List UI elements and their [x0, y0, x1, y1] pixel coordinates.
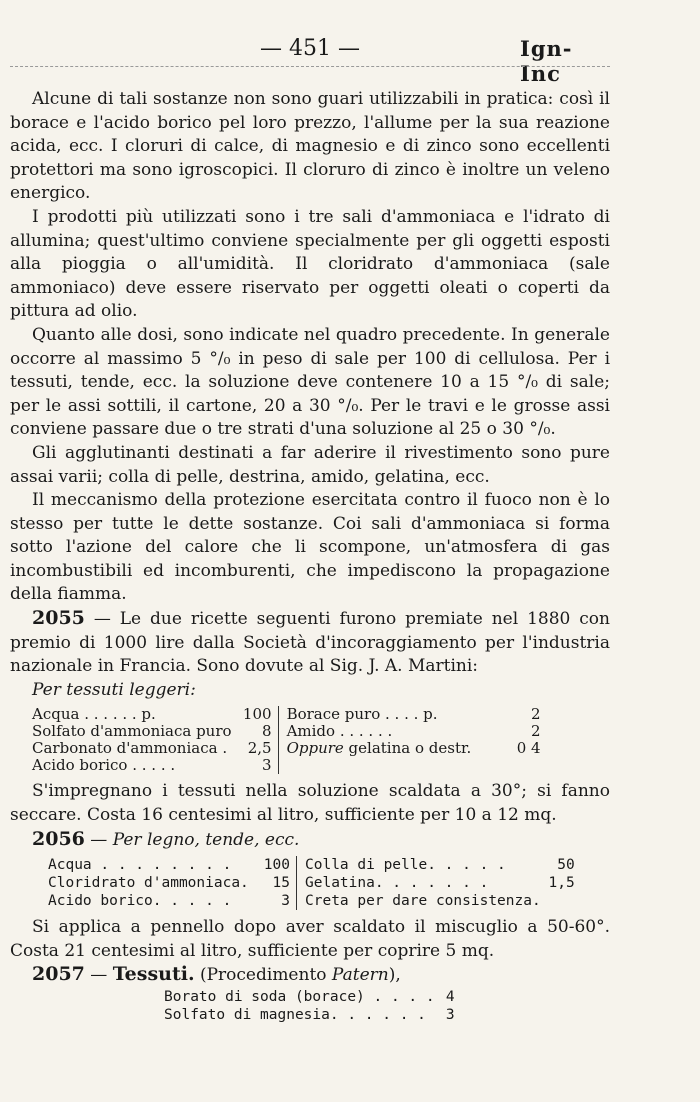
ingredient: Acqua . . . . . . p.: [32, 705, 156, 724]
recipe-2056-heading: [10, 828, 610, 853]
table-row: [30, 740, 547, 757]
quantity: [543, 892, 581, 910]
quantity: 100: [242, 705, 272, 724]
header-rule: [10, 66, 610, 67]
table-row: [46, 874, 581, 892]
table-row: [30, 723, 547, 740]
recipe-subtitle: Per tessuti leggeri:: [32, 679, 196, 700]
ingredient: Amido . . . . . .: [278, 723, 489, 740]
recipe-2057-table: [162, 988, 457, 1024]
quantity: 8: [262, 722, 272, 741]
table-row: [162, 988, 457, 1006]
paragraph: S'impregnano i tessuti nella soluzione scaldata a 30°; si fanno seccare. Costa 16 centesimi al litro, sufficiente per 10 a 12 mq.: [10, 781, 610, 826]
recipe-number: 2055: [32, 607, 85, 630]
quantity: 2,5: [247, 739, 272, 758]
quantity: 2: [531, 722, 541, 741]
quantity: 4: [445, 989, 455, 1005]
ingredient: Acido borico. . . . .: [48, 893, 232, 910]
ingredient: Carbonato d'ammoniaca .: [32, 739, 228, 758]
table-row: [46, 892, 581, 910]
ingredient: Gelatina. . . . . . .: [297, 874, 543, 892]
paragraph: Il meccanismo della protezione esercitata contro il fuoco non è lo stesso per tutte le dette sostanze. Coi sali d'ammoniaca si forma sotto l'azione del calore che li scompone, un'atmosfera di gas incombustibili ed incomburenti, che impediscono la propagazione della fiamma.: [10, 490, 610, 605]
quantity: [489, 757, 547, 774]
ingredient: Creta per dare consistenza.: [297, 892, 543, 910]
recipe-2057-heading: 2057 — Tessuti. (Procedimento Patern),: [32, 963, 401, 986]
quantity: 2: [531, 705, 541, 724]
paragraph: I prodotti più utilizzati sono i tre sali d'ammoniaca e l'idrato di allumina; quest'ultimo conviene specialmente per gli oggetti esposti alla pioggia o all'umidità. Il cloridrato d'ammoniaca (sale ammoniaco) deve essere riservato per oggetti oleati o coperti da pittura ad olio.: [10, 206, 610, 322]
paragraph: Si applica a pennello dopo aver scaldato il miscuglio a 50-60°. Costa 21 centesimi al litro, sufficiente per coprire 5 mq.: [10, 917, 610, 961]
ingredient: Borato di soda (borace) . . . .: [164, 989, 435, 1005]
ingredient: [278, 757, 489, 774]
ingredient: Acido borico . . . . .: [32, 756, 176, 775]
quantity: 50: [557, 857, 575, 874]
ingredient: Solfato d'ammoniaca puro: [32, 722, 232, 741]
paragraph: Alcune di tali sostanze non sono guari utilizzabili in pratica: così il borace e l'acido borico pel loro prezzo, l'allume per la sua reazione acida, ecc. I cloruri di calce, di magnesio e di zinco sono eccellenti protettori ma sono igroscopici. Il cloruro di zinco è inoltre un veleno energico.: [10, 89, 610, 204]
quantity: 3: [262, 756, 272, 775]
recipe-2056-table: [46, 856, 581, 910]
page-number: — 451 —: [260, 36, 360, 61]
ingredient: Cloridrato d'ammoniaca.: [48, 875, 249, 892]
recipe-text: — Le due ricette seguenti furono premiate nel 1880 con premio di 1000 lire dalla Società d'incoraggiamento per l'industria nazionale in Francia. Sono dovute al Sig. J. A. Martini:: [10, 609, 610, 677]
quantity: 3: [281, 893, 290, 910]
quantity: 0 4: [516, 739, 541, 758]
ingredient: Oppure gelatina o destr.: [278, 740, 489, 757]
table-row: [30, 757, 547, 774]
quantity: 100: [263, 857, 290, 874]
ingredient: Acqua . . . . . . . .: [48, 857, 232, 874]
page-header: [10, 36, 610, 86]
running-head: Ign-Inc: [520, 36, 573, 86]
recipe-title: — Per legno, tende, ecc.: [84, 829, 300, 850]
page-body: [10, 88, 610, 1024]
ingredient: Colla di pelle. . . . .: [297, 856, 543, 874]
recipe-title: Tessuti.: [112, 963, 195, 986]
table-row: [46, 856, 581, 874]
table-row: [162, 1006, 457, 1024]
table-row: [30, 706, 547, 723]
paragraph: Gli agglutinanti destinati a far aderire il rivestimento sono pure assai varii; colla di pelle, destrina, amido, gelatina, ecc.: [10, 442, 610, 487]
quantity: 1,5: [548, 875, 575, 892]
recipe-number: 2057: [32, 963, 85, 986]
paragraph: Quanto alle dosi, sono indicate nel quadro precedente. In generale occorre al massimo 5 °/₀ in peso di sale per 100 di cellulosa. Per i tessuti, tende, ecc. la soluzione deve contenere 10 a 15 °/₀ di sale; per le assi sottili, il cartone, 20 a 30 °/₀. Per le travi e le grosse assi conviene passare due o tre strati d'una soluzione al 25 o 30 °/₀.: [10, 324, 610, 440]
quantity: 15: [272, 875, 290, 892]
recipe-2055-intro: [10, 607, 610, 679]
ingredient: Borace puro . . . . p.: [278, 706, 489, 723]
ingredient: Solfato di magnesia. . . . . .: [164, 1007, 426, 1023]
recipe-2055-table: [30, 706, 547, 774]
quantity: 3: [445, 1007, 455, 1023]
recipe-number: 2056: [32, 827, 85, 850]
